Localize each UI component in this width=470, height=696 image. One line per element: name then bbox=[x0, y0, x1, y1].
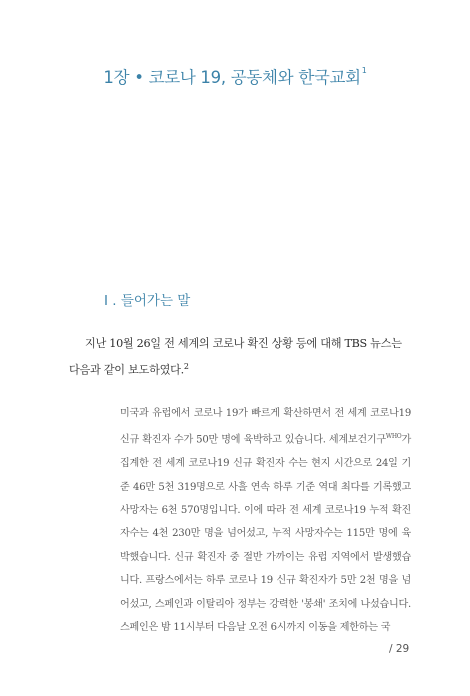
who-superscript: WHO bbox=[385, 433, 402, 441]
chapter-footnote-mark[interactable]: 1 bbox=[361, 66, 367, 75]
page-number: / 29 bbox=[389, 643, 410, 655]
chapter-title-text: 1장 • 코로나 19, 공동체와 한국교회 bbox=[103, 68, 361, 87]
quote-text-start: 미국과 유럽에서 코로나 19가 빠르게 확산하면서 전 세계 코로나19 신규 확진자 수가 50만 명에 육박하고 있습니다. 세계보건기구 bbox=[120, 408, 411, 446]
intro-paragraph bbox=[69, 332, 411, 382]
section-heading: I . 들어가는 말 bbox=[104, 293, 191, 309]
news-quote-block bbox=[120, 402, 411, 639]
chapter-title bbox=[0, 64, 470, 88]
quote-text-rest: 가 집계한 전 세계 코로나19 신규 확진자 수는 현지 시간으로 24일 기준 46만 5천 319명으로 사흘 연속 하루 기준 역대 최다를 기록했고 사망자는 6천 570명입니다. 이에 따라 전 세계 코로나19 누적 확진자수는 4천 230만 명을 넘어섰고, 누적 사망자수는 115만 명에 육박했습니다. 신규 확진자 중 절반 가까이는 유럽 지역에서 발생했습니다. 프랑스에서는 하루 코로나 19 신규 확진자가 5만 2천 명을 넘어섰고, 스페인과 이탈리아 정부는 강력한 '봉쇄' 조치에 나섰습니다. 스페인은 밤 11시부터 다음날 오전 6시까지 이동을 제한하는 국 bbox=[120, 434, 411, 634]
intro-footnote-mark[interactable]: 2 bbox=[183, 362, 189, 371]
intro-text: 지난 10월 26일 전 세계의 코로나 확진 상황 등에 대해 TBS 뉴스는 다음과 같이 보도하였다. bbox=[69, 337, 402, 377]
